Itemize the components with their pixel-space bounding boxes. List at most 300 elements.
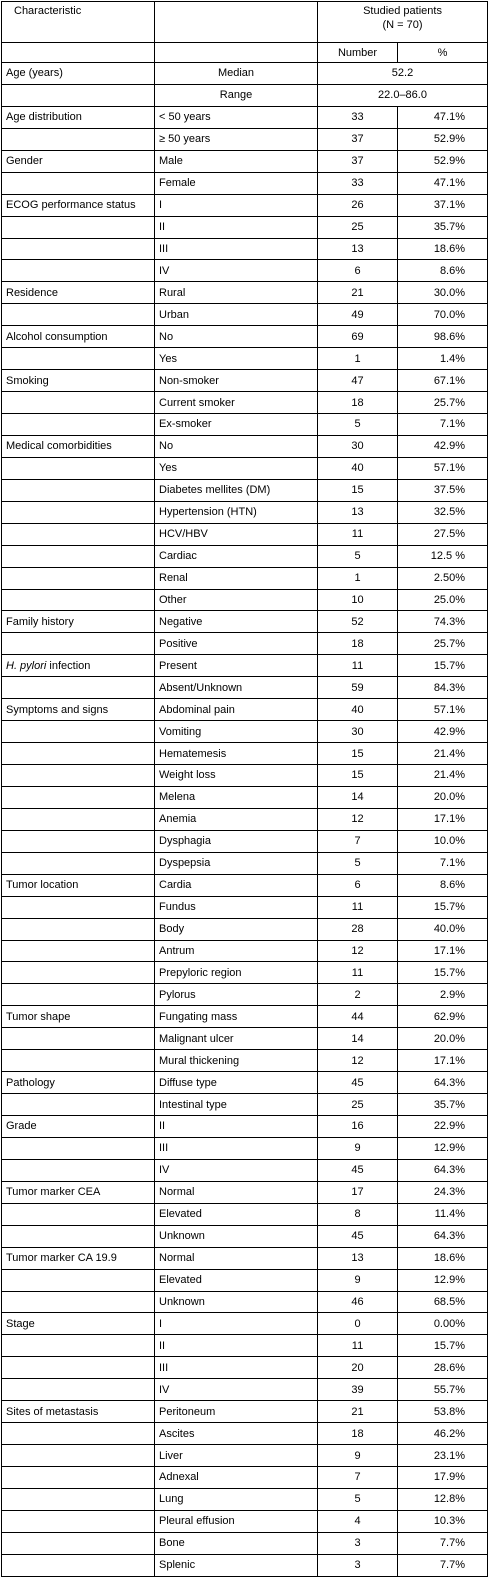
category-cell bbox=[2, 304, 155, 326]
table-row bbox=[2, 501, 488, 523]
subcategory-cell: II bbox=[155, 1116, 318, 1138]
table-row bbox=[2, 1423, 488, 1445]
subcategory-cell: Weight loss bbox=[155, 765, 318, 787]
category-cell bbox=[2, 655, 155, 677]
category-cell bbox=[2, 545, 155, 567]
subcategory-cell: IV bbox=[155, 1379, 318, 1401]
percent-cell: 64.3% bbox=[398, 1159, 488, 1181]
category-cell bbox=[2, 852, 155, 874]
table-row bbox=[2, 238, 488, 260]
number-cell: 20 bbox=[318, 1357, 398, 1379]
percent-cell: 7.7% bbox=[398, 1554, 488, 1576]
subcategory-cell: II bbox=[155, 216, 318, 238]
category-cell bbox=[2, 1269, 155, 1291]
subcategory-cell: Hypertension (HTN) bbox=[155, 501, 318, 523]
category-cell bbox=[2, 1554, 155, 1576]
percent-cell: 27.5% bbox=[398, 523, 488, 545]
category-cell: ECOG performance status bbox=[2, 194, 155, 216]
number-cell: 40 bbox=[318, 699, 398, 721]
category-cell bbox=[2, 392, 155, 414]
table-row bbox=[2, 1510, 488, 1532]
category-cell bbox=[2, 940, 155, 962]
table-row bbox=[2, 1291, 488, 1313]
percent-cell: 10.3% bbox=[398, 1510, 488, 1532]
number-cell: 45 bbox=[318, 1072, 398, 1094]
category-cell bbox=[2, 216, 155, 238]
category-cell bbox=[2, 1203, 155, 1225]
number-cell: 6 bbox=[318, 874, 398, 896]
empty-header-cell bbox=[155, 2, 318, 43]
table-row bbox=[2, 1532, 488, 1554]
category-cell bbox=[2, 1094, 155, 1116]
subcategory-cell: Fundus bbox=[155, 896, 318, 918]
percent-cell: 40.0% bbox=[398, 918, 488, 940]
percent-cell: 11.4% bbox=[398, 1203, 488, 1225]
percent-cell: 42.9% bbox=[398, 721, 488, 743]
percent-cell: 57.1% bbox=[398, 699, 488, 721]
subcategory-cell: HCV/HBV bbox=[155, 523, 318, 545]
subcategory-cell: Positive bbox=[155, 633, 318, 655]
median-label: Median bbox=[155, 63, 318, 85]
subcategory-cell: Ascites bbox=[155, 1423, 318, 1445]
subcategory-cell: No bbox=[155, 435, 318, 457]
category-cell bbox=[2, 1291, 155, 1313]
number-cell: 13 bbox=[318, 501, 398, 523]
percent-cell: 12.9% bbox=[398, 1269, 488, 1291]
table-row bbox=[2, 1072, 488, 1094]
category-cell: Tumor location bbox=[2, 874, 155, 896]
percent-cell: 47.1% bbox=[398, 106, 488, 128]
subcategory-cell: Elevated bbox=[155, 1269, 318, 1291]
empty-category-cell bbox=[2, 84, 155, 106]
percent-cell: 98.6% bbox=[398, 326, 488, 348]
table-row bbox=[2, 765, 488, 787]
number-cell: 26 bbox=[318, 194, 398, 216]
percent-cell: 20.0% bbox=[398, 1028, 488, 1050]
number-cell: 12 bbox=[318, 1050, 398, 1072]
subcategory-cell: Unknown bbox=[155, 1291, 318, 1313]
number-cell: 5 bbox=[318, 414, 398, 436]
subcategory-cell: Splenic bbox=[155, 1554, 318, 1576]
subcategory-cell: Lung bbox=[155, 1488, 318, 1510]
subcategory-cell: Anemia bbox=[155, 808, 318, 830]
category-cell bbox=[2, 1159, 155, 1181]
category-cell bbox=[2, 238, 155, 260]
category-cell bbox=[2, 962, 155, 984]
subcategory-cell: II bbox=[155, 1335, 318, 1357]
percent-cell: 37.1% bbox=[398, 194, 488, 216]
category-cell bbox=[2, 501, 155, 523]
percent-cell: 47.1% bbox=[398, 172, 488, 194]
table-row bbox=[2, 1159, 488, 1181]
category-cell bbox=[2, 172, 155, 194]
percent-cell: 7.7% bbox=[398, 1532, 488, 1554]
number-cell: 3 bbox=[318, 1554, 398, 1576]
number-cell: 45 bbox=[318, 1225, 398, 1247]
subcategory-cell: Urban bbox=[155, 304, 318, 326]
table-row bbox=[2, 1181, 488, 1203]
subcategory-cell: Current smoker bbox=[155, 392, 318, 414]
category-cell: Residence bbox=[2, 282, 155, 304]
subcategory-cell: Cardiac bbox=[155, 545, 318, 567]
table-row bbox=[2, 1335, 488, 1357]
table-row bbox=[2, 1554, 488, 1576]
number-cell: 14 bbox=[318, 1028, 398, 1050]
table-row bbox=[2, 260, 488, 282]
percent-cell: 30.0% bbox=[398, 282, 488, 304]
table-row bbox=[2, 852, 488, 874]
number-cell: 12 bbox=[318, 940, 398, 962]
number-cell: 30 bbox=[318, 435, 398, 457]
number-cell: 7 bbox=[318, 830, 398, 852]
percent-cell: 46.2% bbox=[398, 1423, 488, 1445]
table-row bbox=[2, 699, 488, 721]
category-cell bbox=[2, 1137, 155, 1159]
percent-cell: 68.5% bbox=[398, 1291, 488, 1313]
table-row bbox=[2, 721, 488, 743]
number-cell: 9 bbox=[318, 1269, 398, 1291]
number-cell: 8 bbox=[318, 1203, 398, 1225]
number-cell: 5 bbox=[318, 852, 398, 874]
category-cell bbox=[2, 128, 155, 150]
table-row bbox=[2, 392, 488, 414]
category-cell bbox=[2, 765, 155, 787]
table-row bbox=[2, 172, 488, 194]
age-median-row bbox=[2, 63, 488, 85]
characteristic-header: Characteristic bbox=[2, 2, 155, 43]
range-value: 22.0–86.0 bbox=[318, 84, 488, 106]
category-cell: Stage bbox=[2, 1313, 155, 1335]
category-cell bbox=[2, 1357, 155, 1379]
percent-cell: 53.8% bbox=[398, 1401, 488, 1423]
category-cell bbox=[2, 743, 155, 765]
subcategory-cell: Hematemesis bbox=[155, 743, 318, 765]
table-row bbox=[2, 808, 488, 830]
subcategory-cell: I bbox=[155, 194, 318, 216]
n-label: (N = 70) bbox=[382, 19, 423, 31]
table-row bbox=[2, 457, 488, 479]
percent-cell: 17.9% bbox=[398, 1467, 488, 1489]
number-cell: 33 bbox=[318, 172, 398, 194]
table-row bbox=[2, 1006, 488, 1028]
category-cell bbox=[2, 523, 155, 545]
table-row bbox=[2, 1269, 488, 1291]
table-row bbox=[2, 1445, 488, 1467]
subcategory-cell: Pleural effusion bbox=[155, 1510, 318, 1532]
category-cell bbox=[2, 348, 155, 370]
table-row bbox=[2, 545, 488, 567]
percent-cell: 42.9% bbox=[398, 435, 488, 457]
number-cell: 3 bbox=[318, 1532, 398, 1554]
number-cell: 4 bbox=[318, 1510, 398, 1532]
percent-header: % bbox=[398, 43, 488, 63]
number-cell: 13 bbox=[318, 1247, 398, 1269]
category-cell bbox=[2, 721, 155, 743]
number-cell: 15 bbox=[318, 743, 398, 765]
number-cell: 5 bbox=[318, 545, 398, 567]
subcategory-cell: Fungating mass bbox=[155, 1006, 318, 1028]
table-row bbox=[2, 633, 488, 655]
category-cell bbox=[2, 896, 155, 918]
percent-cell: 62.9% bbox=[398, 1006, 488, 1028]
number-cell: 16 bbox=[318, 1116, 398, 1138]
percent-cell: 64.3% bbox=[398, 1225, 488, 1247]
subcategory-cell: Non-smoker bbox=[155, 370, 318, 392]
category-cell: Smoking bbox=[2, 370, 155, 392]
subcategory-cell: Absent/Unknown bbox=[155, 677, 318, 699]
percent-cell: 57.1% bbox=[398, 457, 488, 479]
number-cell: 9 bbox=[318, 1445, 398, 1467]
subcategory-cell: No bbox=[155, 326, 318, 348]
percent-cell: 20.0% bbox=[398, 786, 488, 808]
number-cell: 11 bbox=[318, 655, 398, 677]
table-row bbox=[2, 326, 488, 348]
subcategory-cell: Dysphagia bbox=[155, 830, 318, 852]
subcategory-cell: Diffuse type bbox=[155, 1072, 318, 1094]
number-cell: 2 bbox=[318, 984, 398, 1006]
subcategory-cell: Normal bbox=[155, 1181, 318, 1203]
number-cell: 17 bbox=[318, 1181, 398, 1203]
table-row bbox=[2, 1357, 488, 1379]
category-cell bbox=[2, 567, 155, 589]
table-row bbox=[2, 786, 488, 808]
subcategory-cell: Unknown bbox=[155, 1225, 318, 1247]
category-cell: Tumor shape bbox=[2, 1006, 155, 1028]
table-row bbox=[2, 611, 488, 633]
category-cell: Age distribution bbox=[2, 106, 155, 128]
percent-cell: 0.00% bbox=[398, 1313, 488, 1335]
number-cell: 21 bbox=[318, 282, 398, 304]
patient-characteristics-table bbox=[1, 1, 488, 1577]
number-cell: 28 bbox=[318, 918, 398, 940]
percent-cell: 15.7% bbox=[398, 655, 488, 677]
table-row bbox=[2, 106, 488, 128]
table-row bbox=[2, 1137, 488, 1159]
number-cell: 25 bbox=[318, 1094, 398, 1116]
percent-cell: 8.6% bbox=[398, 874, 488, 896]
number-cell: 46 bbox=[318, 1291, 398, 1313]
subcategory-cell: Adnexal bbox=[155, 1467, 318, 1489]
table-row bbox=[2, 940, 488, 962]
percent-cell: 15.7% bbox=[398, 1335, 488, 1357]
category-cell: Family history bbox=[2, 611, 155, 633]
percent-cell: 25.7% bbox=[398, 633, 488, 655]
subcategory-cell: Present bbox=[155, 655, 318, 677]
subcategory-cell: I bbox=[155, 1313, 318, 1335]
table-row bbox=[2, 1247, 488, 1269]
table-row bbox=[2, 216, 488, 238]
number-cell: 5 bbox=[318, 1488, 398, 1510]
percent-cell: 18.6% bbox=[398, 1247, 488, 1269]
category-cell: Tumor marker CA 19.9 bbox=[2, 1247, 155, 1269]
subcategory-cell: IV bbox=[155, 1159, 318, 1181]
category-cell bbox=[2, 633, 155, 655]
range-label: Range bbox=[155, 84, 318, 106]
number-cell: 11 bbox=[318, 523, 398, 545]
percent-cell: 7.1% bbox=[398, 852, 488, 874]
category-cell bbox=[2, 1335, 155, 1357]
percent-cell: 17.1% bbox=[398, 808, 488, 830]
subcategory-cell: Peritoneum bbox=[155, 1401, 318, 1423]
percent-cell: 64.3% bbox=[398, 1072, 488, 1094]
number-cell: 21 bbox=[318, 1401, 398, 1423]
subcategory-cell: Abdominal pain bbox=[155, 699, 318, 721]
table-row bbox=[2, 1225, 488, 1247]
subcategory-cell: III bbox=[155, 1357, 318, 1379]
subcategory-cell: Elevated bbox=[155, 1203, 318, 1225]
percent-cell: 35.7% bbox=[398, 216, 488, 238]
subcategory-cell: Mural thickening bbox=[155, 1050, 318, 1072]
subcategory-cell: < 50 years bbox=[155, 106, 318, 128]
subcategory-cell: Male bbox=[155, 150, 318, 172]
subcategory-cell: Liver bbox=[155, 1445, 318, 1467]
subcategory-cell: Body bbox=[155, 918, 318, 940]
category-cell bbox=[2, 1445, 155, 1467]
category-cell: Gender bbox=[2, 150, 155, 172]
subcategory-cell: III bbox=[155, 1137, 318, 1159]
number-cell: 40 bbox=[318, 457, 398, 479]
table-row bbox=[2, 1028, 488, 1050]
age-range-row bbox=[2, 84, 488, 106]
number-cell: 18 bbox=[318, 1423, 398, 1445]
percent-cell: 12.5 % bbox=[398, 545, 488, 567]
table-row bbox=[2, 523, 488, 545]
number-cell: 11 bbox=[318, 962, 398, 984]
percent-cell: 32.5% bbox=[398, 501, 488, 523]
table-row bbox=[2, 479, 488, 501]
number-cell: 52 bbox=[318, 611, 398, 633]
category-rest-text: infection bbox=[46, 659, 91, 672]
number-cell: 69 bbox=[318, 326, 398, 348]
subcategory-cell: Melena bbox=[155, 786, 318, 808]
category-cell bbox=[2, 260, 155, 282]
percent-cell: 23.1% bbox=[398, 1445, 488, 1467]
subcategory-cell: Rural bbox=[155, 282, 318, 304]
category-cell bbox=[2, 414, 155, 436]
table-row bbox=[2, 150, 488, 172]
table-row bbox=[2, 414, 488, 436]
category-cell: Grade bbox=[2, 1116, 155, 1138]
percent-cell: 8.6% bbox=[398, 260, 488, 282]
number-cell: 1 bbox=[318, 348, 398, 370]
number-cell: 15 bbox=[318, 765, 398, 787]
table-row bbox=[2, 1467, 488, 1489]
percent-cell: 12.9% bbox=[398, 1137, 488, 1159]
percent-cell: 25.0% bbox=[398, 589, 488, 611]
number-cell: 37 bbox=[318, 128, 398, 150]
subcategory-cell: Vomiting bbox=[155, 721, 318, 743]
table-row bbox=[2, 1094, 488, 1116]
table-row bbox=[2, 567, 488, 589]
category-cell bbox=[2, 808, 155, 830]
percent-cell: 10.0% bbox=[398, 830, 488, 852]
number-cell: 18 bbox=[318, 392, 398, 414]
number-cell: 6 bbox=[318, 260, 398, 282]
table-row bbox=[2, 348, 488, 370]
characteristics-table-container bbox=[1, 1, 487, 1577]
subcategory-cell: Bone bbox=[155, 1532, 318, 1554]
number-cell: 10 bbox=[318, 589, 398, 611]
category-cell bbox=[2, 589, 155, 611]
table-row bbox=[2, 830, 488, 852]
number-cell: 33 bbox=[318, 106, 398, 128]
subcategory-cell: Cardia bbox=[155, 874, 318, 896]
table-row bbox=[2, 918, 488, 940]
table-row bbox=[2, 1203, 488, 1225]
percent-cell: 67.1% bbox=[398, 370, 488, 392]
subcategory-cell: Other bbox=[155, 589, 318, 611]
percent-cell: 35.7% bbox=[398, 1094, 488, 1116]
table-row bbox=[2, 874, 488, 896]
category-cell bbox=[2, 918, 155, 940]
table-row bbox=[2, 304, 488, 326]
number-cell: 11 bbox=[318, 1335, 398, 1357]
subcategory-cell: Yes bbox=[155, 348, 318, 370]
category-cell bbox=[2, 677, 155, 699]
percent-cell: 28.6% bbox=[398, 1357, 488, 1379]
table-row bbox=[2, 1313, 488, 1335]
subcategory-cell: Antrum bbox=[155, 940, 318, 962]
subcategory-cell: Prepyloric region bbox=[155, 962, 318, 984]
table-row bbox=[2, 743, 488, 765]
number-cell: 37 bbox=[318, 150, 398, 172]
percent-cell: 2.50% bbox=[398, 567, 488, 589]
percent-cell: 25.7% bbox=[398, 392, 488, 414]
subcategory-cell: Female bbox=[155, 172, 318, 194]
subcategory-cell: Diabetes mellites (DM) bbox=[155, 479, 318, 501]
number-cell: 39 bbox=[318, 1379, 398, 1401]
header-row-1 bbox=[2, 2, 488, 43]
number-cell: 15 bbox=[318, 479, 398, 501]
percent-cell: 70.0% bbox=[398, 304, 488, 326]
subcategory-cell: Yes bbox=[155, 457, 318, 479]
table-row bbox=[2, 1488, 488, 1510]
table-row bbox=[2, 1116, 488, 1138]
category-cell bbox=[2, 479, 155, 501]
category-cell: Tumor marker CEA bbox=[2, 1181, 155, 1203]
subcategory-cell: Negative bbox=[155, 611, 318, 633]
category-cell bbox=[2, 1225, 155, 1247]
number-cell: 1 bbox=[318, 567, 398, 589]
studied-patients-header bbox=[318, 2, 488, 43]
percent-cell: 15.7% bbox=[398, 962, 488, 984]
category-cell bbox=[2, 1510, 155, 1532]
category-cell bbox=[2, 1050, 155, 1072]
table-row bbox=[2, 655, 488, 677]
percent-cell: 52.9% bbox=[398, 150, 488, 172]
number-cell: 49 bbox=[318, 304, 398, 326]
table-row bbox=[2, 984, 488, 1006]
number-cell: 13 bbox=[318, 238, 398, 260]
table-row bbox=[2, 435, 488, 457]
table-row bbox=[2, 282, 488, 304]
percent-cell: 84.3% bbox=[398, 677, 488, 699]
category-cell bbox=[2, 1488, 155, 1510]
number-cell: 18 bbox=[318, 633, 398, 655]
header-row-2 bbox=[2, 43, 488, 63]
number-cell: 47 bbox=[318, 370, 398, 392]
subcategory-cell: Intestinal type bbox=[155, 1094, 318, 1116]
percent-cell: 12.8% bbox=[398, 1488, 488, 1510]
number-cell: 12 bbox=[318, 808, 398, 830]
percent-cell: 52.9% bbox=[398, 128, 488, 150]
percent-cell: 1.4% bbox=[398, 348, 488, 370]
number-header: Number bbox=[318, 43, 398, 63]
percent-cell: 24.3% bbox=[398, 1181, 488, 1203]
number-cell: 9 bbox=[318, 1137, 398, 1159]
category-cell: Pathology bbox=[2, 1072, 155, 1094]
percent-cell: 21.4% bbox=[398, 765, 488, 787]
